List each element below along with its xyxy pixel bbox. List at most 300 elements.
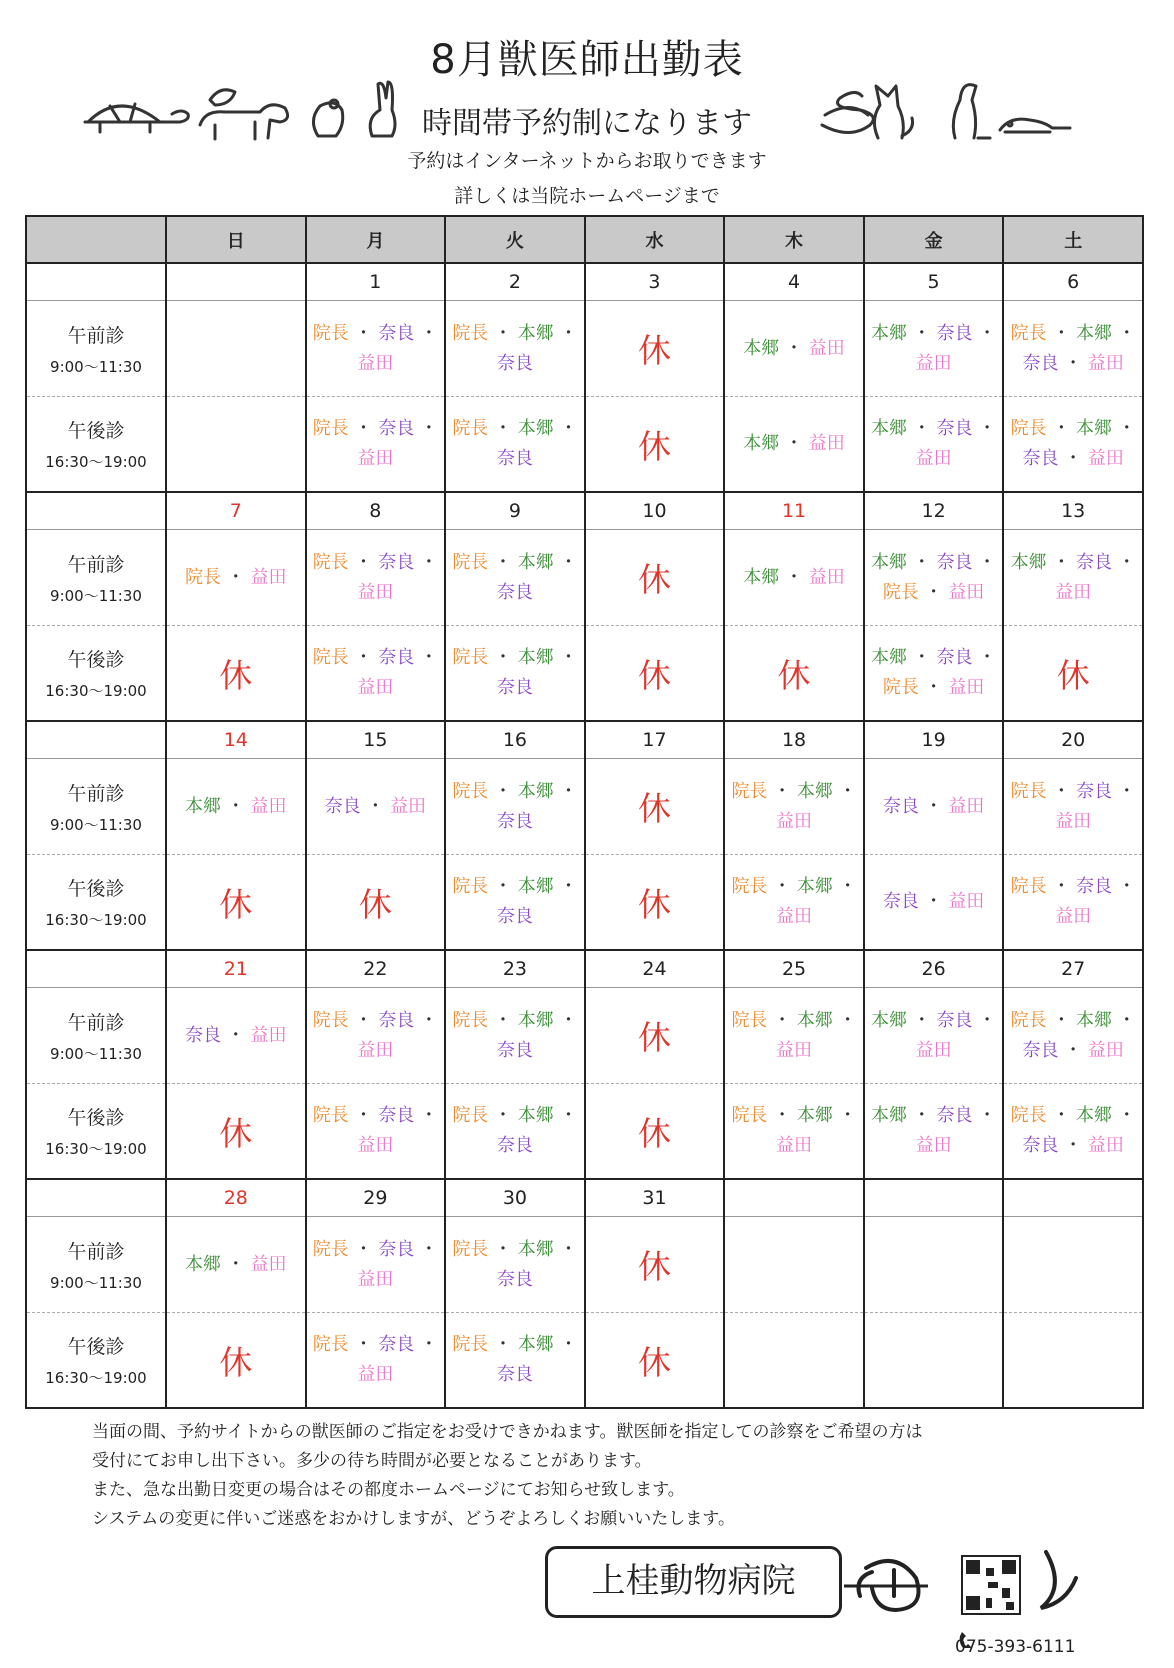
date-cell: 27 [1003, 950, 1143, 988]
schedule-cell [445, 530, 585, 626]
pm-session-row [26, 855, 1143, 951]
vet-line [446, 1235, 584, 1265]
schedule-cell [864, 1313, 1004, 1409]
vet-line [307, 673, 445, 703]
separator-dot: ・ [918, 795, 949, 817]
closed-mark: 休 [637, 331, 671, 370]
weekday-label: 金 [864, 216, 1004, 263]
schedule-cell [306, 759, 446, 855]
vet-name: 益田 [948, 677, 985, 698]
separator-dot: ・ [221, 795, 251, 817]
separator-dot: ・ [414, 418, 438, 439]
vet-name: 院長 [731, 876, 768, 897]
date-cell: 5 [864, 263, 1004, 301]
vet-name: 奈良 [1076, 780, 1113, 802]
session-hours: 16:30〜19:00 [45, 453, 147, 471]
vet-name: 奈良 [936, 322, 973, 344]
closed-mark: 休 [219, 884, 253, 924]
separator-dot: ・ [488, 551, 518, 573]
session-name: 午後診 [67, 1107, 125, 1129]
date-row [26, 950, 1143, 988]
date-cell: 26 [864, 950, 1004, 988]
closed-mark: 休 [637, 1018, 671, 1057]
separator-dot: ・ [553, 647, 578, 668]
vet-line [446, 548, 584, 578]
closed-mark: 休 [637, 560, 671, 599]
vet-name: 本郷 [517, 647, 554, 668]
vet-line [1004, 1036, 1142, 1066]
vet-line [307, 578, 445, 608]
closed-mark: 休 [219, 1342, 253, 1382]
vet-name: 益田 [357, 1268, 394, 1290]
schedule-cell [864, 397, 1004, 493]
vet-line [1004, 548, 1142, 578]
date-cell: 9 [445, 492, 585, 530]
am-session-label [26, 530, 166, 626]
separator-dot: ・ [1112, 418, 1136, 439]
separator-dot: ・ [488, 1105, 518, 1126]
vet-line [446, 872, 584, 902]
vet-name: 益田 [1055, 906, 1092, 927]
separator-dot: ・ [348, 1105, 379, 1126]
pm-session-row [26, 626, 1143, 722]
vet-name: 本郷 [871, 418, 907, 439]
separator-dot: ・ [832, 1105, 857, 1126]
separator-dot: ・ [553, 780, 578, 802]
schedule-cell [864, 1217, 1004, 1313]
schedule-cell [864, 530, 1004, 626]
vet-name: 本郷 [1010, 551, 1047, 573]
separator-dot: ・ [1046, 322, 1077, 344]
separator-dot: ・ [972, 322, 997, 344]
vet-name: 奈良 [496, 448, 533, 469]
separator-dot: ・ [972, 1009, 997, 1031]
vet-name: 院長 [312, 1009, 349, 1031]
separator-dot: ・ [221, 566, 251, 588]
pm-session-row [26, 1084, 1143, 1180]
date-cell: 20 [1003, 721, 1143, 759]
vet-name: 益田 [250, 795, 287, 817]
session-hours: 16:30〜19:00 [45, 911, 147, 929]
vet-name: 益田 [915, 352, 952, 374]
schedule-cell [445, 301, 585, 397]
separator-dot: ・ [1112, 780, 1136, 802]
vet-name: 本郷 [743, 337, 780, 359]
separator-dot: ・ [553, 322, 578, 344]
schedule-cell [1003, 397, 1143, 493]
vet-name: 奈良 [496, 677, 533, 698]
schedule-cell [724, 759, 864, 855]
closed-mark: 休 [637, 426, 671, 466]
vet-name: 本郷 [517, 1105, 554, 1126]
separator-dot: ・ [1112, 1105, 1136, 1126]
vet-line [307, 792, 445, 822]
vet-name: 奈良 [378, 1238, 415, 1260]
schedule-cell [1003, 626, 1143, 722]
vet-name: 院長 [452, 322, 489, 344]
vet-line [1004, 349, 1142, 379]
schedule-cell [1003, 301, 1143, 397]
pm-session-label [26, 855, 166, 951]
vet-name: 奈良 [496, 1039, 533, 1061]
session-name: 午前診 [67, 1011, 125, 1034]
separator-dot: ・ [414, 1009, 438, 1031]
session-hours: 16:30〜19:00 [45, 1369, 147, 1387]
vet-line [725, 777, 863, 807]
session-name: 午後診 [67, 1336, 125, 1358]
vet-name: 本郷 [517, 1009, 554, 1031]
vet-name: 本郷 [871, 551, 907, 573]
vet-line [1004, 414, 1142, 444]
date-row [26, 492, 1143, 530]
separator-dot: ・ [1112, 322, 1136, 344]
vet-name: 本郷 [517, 780, 554, 802]
date-cell: 21 [166, 950, 306, 988]
closed-mark: 休 [637, 884, 671, 924]
vet-name: 益田 [1055, 581, 1092, 603]
vet-name: 院長 [1010, 322, 1047, 344]
note-line: 受付にてお申し出下さい。多少の待ち時間が必要となることがあります。 [92, 1451, 652, 1471]
separator-dot: ・ [414, 1334, 438, 1355]
pm-session-label [26, 397, 166, 493]
vet-name: 本郷 [517, 1334, 554, 1355]
vet-name: 本郷 [1076, 1105, 1113, 1126]
vet-name: 奈良 [378, 1009, 415, 1031]
schedule-cell [724, 301, 864, 397]
vet-line [1004, 1131, 1142, 1161]
vet-line [865, 1036, 1003, 1066]
date-cell: 17 [585, 721, 725, 759]
separator-dot: ・ [972, 1105, 997, 1126]
vet-name: 本郷 [517, 1238, 554, 1260]
vet-name: 奈良 [1076, 551, 1113, 573]
vet-name: 本郷 [1076, 322, 1113, 344]
vet-line [725, 429, 863, 459]
weekday-header [26, 216, 1143, 263]
date-cell: 24 [585, 950, 725, 988]
separator-dot: ・ [553, 1334, 578, 1355]
vet-line [307, 414, 445, 444]
date-cell: 10 [585, 492, 725, 530]
vet-line [865, 319, 1003, 349]
separator-dot: ・ [918, 581, 949, 603]
schedule-cell [1003, 759, 1143, 855]
vet-line [446, 414, 584, 444]
vet-name: 本郷 [517, 418, 554, 439]
vet-line [865, 1101, 1003, 1131]
session-hours: 9:00〜11:30 [50, 357, 142, 376]
vet-line [446, 1101, 584, 1131]
vet-name: 益田 [1087, 1135, 1124, 1156]
schedule-cell [166, 1313, 306, 1409]
separator-dot: ・ [1112, 551, 1136, 573]
separator-dot: ・ [553, 418, 578, 439]
vet-name: 院長 [312, 1334, 349, 1355]
vet-line [307, 1036, 445, 1066]
schedule-cell [445, 626, 585, 722]
separator-dot: ・ [1058, 1039, 1088, 1061]
separator-dot: ・ [414, 1238, 438, 1260]
notes [92, 1418, 922, 1534]
schedule-cell [166, 988, 306, 1084]
vet-name: 奈良 [936, 1105, 973, 1126]
separator-dot: ・ [553, 551, 578, 573]
separator-dot: ・ [553, 1238, 578, 1260]
schedule-cell [1003, 1217, 1143, 1313]
vet-name: 院長 [312, 647, 349, 668]
vet-name: 益田 [357, 1364, 394, 1385]
vet-line [1004, 578, 1142, 608]
separator-dot: ・ [348, 1238, 379, 1260]
vet-name: 院長 [185, 566, 222, 588]
separator-dot: ・ [972, 551, 997, 573]
weekday-label: 火 [445, 216, 585, 263]
info-line-1: 予約はインターネットからお取りできます [407, 150, 767, 172]
vet-line [167, 792, 305, 822]
date-row-blank [26, 492, 166, 530]
weekday-label: 木 [724, 216, 864, 263]
schedule-cell [585, 397, 725, 493]
schedule-cell [306, 397, 446, 493]
vet-line [446, 349, 584, 379]
separator-dot: ・ [488, 1334, 518, 1355]
vet-line [725, 872, 863, 902]
date-cell: 16 [445, 721, 585, 759]
vet-line [725, 563, 863, 593]
vet-name: 本郷 [743, 433, 780, 454]
vet-name: 院長 [452, 1009, 489, 1031]
separator-dot: ・ [488, 876, 518, 897]
vet-name: 益田 [250, 1024, 287, 1046]
vet-line [1004, 1006, 1142, 1036]
vet-name: 本郷 [796, 876, 833, 897]
vet-name: 院長 [312, 551, 349, 573]
info-line-2: 詳しくは当院ホームページまで [454, 185, 720, 207]
schedule-cell [306, 626, 446, 722]
session-name: 午後診 [67, 420, 125, 442]
separator-dot: ・ [1046, 551, 1077, 573]
separator-dot: ・ [360, 795, 391, 817]
vet-line [307, 1235, 445, 1265]
weekday-label: 日 [166, 216, 306, 263]
vet-line [307, 1330, 445, 1360]
vet-name: 院長 [1010, 876, 1047, 897]
separator-dot: ・ [348, 551, 379, 573]
vet-name: 奈良 [1076, 876, 1113, 897]
closed-mark: 休 [637, 1113, 671, 1153]
am-session-label [26, 988, 166, 1084]
session-name: 午前診 [67, 782, 125, 805]
vet-name: 院長 [452, 551, 489, 573]
vet-name: 益田 [357, 448, 394, 469]
vet-line [865, 548, 1003, 578]
date-row-blank [26, 721, 166, 759]
vet-name: 院長 [882, 581, 919, 603]
vet-name: 奈良 [936, 647, 973, 668]
date-cell [864, 1179, 1004, 1217]
vet-name: 益田 [776, 1135, 813, 1156]
schedule-cell [585, 301, 725, 397]
closed-mark: 休 [637, 1247, 671, 1286]
vet-name: 益田 [915, 1039, 952, 1061]
vet-name: 院長 [1010, 418, 1047, 439]
vet-line [307, 643, 445, 673]
separator-dot: ・ [832, 1009, 857, 1031]
header-blank [26, 216, 166, 263]
schedule-cell [166, 1084, 306, 1180]
vet-line [307, 1265, 445, 1295]
session-hours: 9:00〜11:30 [50, 1044, 142, 1063]
separator-dot: ・ [918, 677, 949, 698]
vet-name: 奈良 [378, 551, 415, 573]
schedule-cell [166, 855, 306, 951]
vet-line [725, 334, 863, 364]
schedule-cell [724, 988, 864, 1084]
separator-dot: ・ [972, 647, 997, 668]
date-cell: 12 [864, 492, 1004, 530]
pm-session-row [26, 1313, 1143, 1409]
schedule-cell [864, 759, 1004, 855]
session-name: 午前診 [67, 553, 125, 576]
separator-dot: ・ [553, 1009, 578, 1031]
vet-name: 本郷 [796, 1105, 833, 1126]
schedule-cell [306, 855, 446, 951]
separator-dot: ・ [779, 337, 809, 359]
vet-line [446, 1265, 584, 1295]
separator-dot: ・ [553, 1105, 578, 1126]
vet-name: 益田 [390, 795, 427, 817]
schedule-cell [724, 530, 864, 626]
vet-name: 院長 [452, 876, 489, 897]
vet-name: 本郷 [871, 647, 907, 668]
schedule-cell [306, 1217, 446, 1313]
vet-name: 奈良 [496, 1364, 533, 1385]
schedule-cell [166, 301, 306, 397]
schedule-cell [445, 759, 585, 855]
separator-dot: ・ [767, 780, 797, 802]
schedule-cell [306, 301, 446, 397]
vet-name: 院長 [882, 677, 919, 698]
vet-name: 本郷 [871, 1105, 907, 1126]
schedule-cell [166, 397, 306, 493]
separator-dot: ・ [907, 647, 937, 668]
date-cell: 22 [306, 950, 446, 988]
page-title: 8月獣医師出勤表 [430, 37, 744, 83]
vet-name: 益田 [250, 1253, 287, 1275]
vet-line [307, 548, 445, 578]
date-cell: 13 [1003, 492, 1143, 530]
separator-dot: ・ [779, 433, 809, 454]
vet-name: 奈良 [882, 795, 919, 817]
vet-name: 奈良 [496, 352, 533, 374]
separator-dot: ・ [414, 322, 438, 344]
schedule-cell [864, 301, 1004, 397]
vet-name: 院長 [731, 780, 768, 802]
separator-dot: ・ [1046, 780, 1077, 802]
vet-line [725, 1006, 863, 1036]
footer-graphics [836, 1548, 1136, 1648]
schedule-cell [864, 988, 1004, 1084]
schedule-cell [864, 1084, 1004, 1180]
date-cell: 14 [166, 721, 306, 759]
vet-line [307, 1006, 445, 1036]
vet-line [446, 807, 584, 837]
closed-mark: 休 [777, 655, 811, 695]
separator-dot: ・ [918, 891, 949, 912]
schedule-cell [585, 988, 725, 1084]
separator-dot: ・ [1058, 448, 1088, 469]
schedule-cell [1003, 988, 1143, 1084]
closed-mark: 休 [358, 884, 392, 924]
date-cell: 3 [585, 263, 725, 301]
vet-name: 本郷 [1076, 1009, 1113, 1031]
vet-line [307, 349, 445, 379]
vet-line [446, 777, 584, 807]
vet-name: 奈良 [378, 1334, 415, 1355]
vet-name: 益田 [1087, 448, 1124, 469]
am-session-row [26, 301, 1143, 397]
hospital-name: 上桂動物病院 [545, 1546, 842, 1618]
am-session-row [26, 1217, 1143, 1313]
schedule-cell [585, 855, 725, 951]
vet-line [307, 319, 445, 349]
vet-line [1004, 902, 1142, 932]
date-cell: 6 [1003, 263, 1143, 301]
vet-name: 奈良 [1022, 1135, 1059, 1156]
vet-name: 奈良 [1022, 448, 1059, 469]
vet-line [446, 643, 584, 673]
vet-line [446, 1131, 584, 1161]
vet-line [446, 902, 584, 932]
vet-name: 奈良 [324, 795, 361, 817]
pm-session-label [26, 1084, 166, 1180]
phone-number: 075-393-6111 [955, 1637, 1076, 1657]
separator-dot: ・ [348, 1334, 379, 1355]
separator-dot: ・ [972, 418, 997, 439]
separator-dot: ・ [553, 876, 578, 897]
schedule-cell [1003, 1313, 1143, 1409]
session-hours: 9:00〜11:30 [50, 815, 142, 834]
vet-name: 益田 [915, 448, 952, 469]
vet-line [446, 1036, 584, 1066]
separator-dot: ・ [221, 1253, 251, 1275]
date-cell: 18 [724, 721, 864, 759]
date-cell: 15 [306, 721, 446, 759]
vet-name: 益田 [250, 566, 287, 588]
schedule-cell [1003, 855, 1143, 951]
date-row-blank [26, 1179, 166, 1217]
vet-name: 院長 [1010, 780, 1047, 802]
schedule-cell [445, 988, 585, 1084]
vet-name: 奈良 [378, 418, 415, 439]
vet-line [307, 444, 445, 474]
pm-session-label [26, 1313, 166, 1409]
vet-line [167, 1021, 305, 1051]
closed-mark: 休 [1056, 655, 1090, 695]
separator-dot: ・ [767, 876, 797, 897]
pm-session-label [26, 626, 166, 722]
vet-name: 奈良 [185, 1024, 222, 1046]
vet-line [167, 1250, 305, 1280]
vet-name: 益田 [948, 795, 985, 817]
vet-name: 奈良 [936, 418, 973, 439]
vet-name: 益田 [776, 1039, 813, 1061]
vet-name: 益田 [948, 891, 985, 912]
note-line: 当面の間、予約サイトからの獣医師のご指定をお受けできかねます。獣医師を指定しての診察をご希望の方は [92, 1422, 923, 1442]
date-cell [166, 263, 306, 301]
vet-name: 本郷 [871, 322, 907, 344]
weekday-label: 土 [1003, 216, 1143, 263]
